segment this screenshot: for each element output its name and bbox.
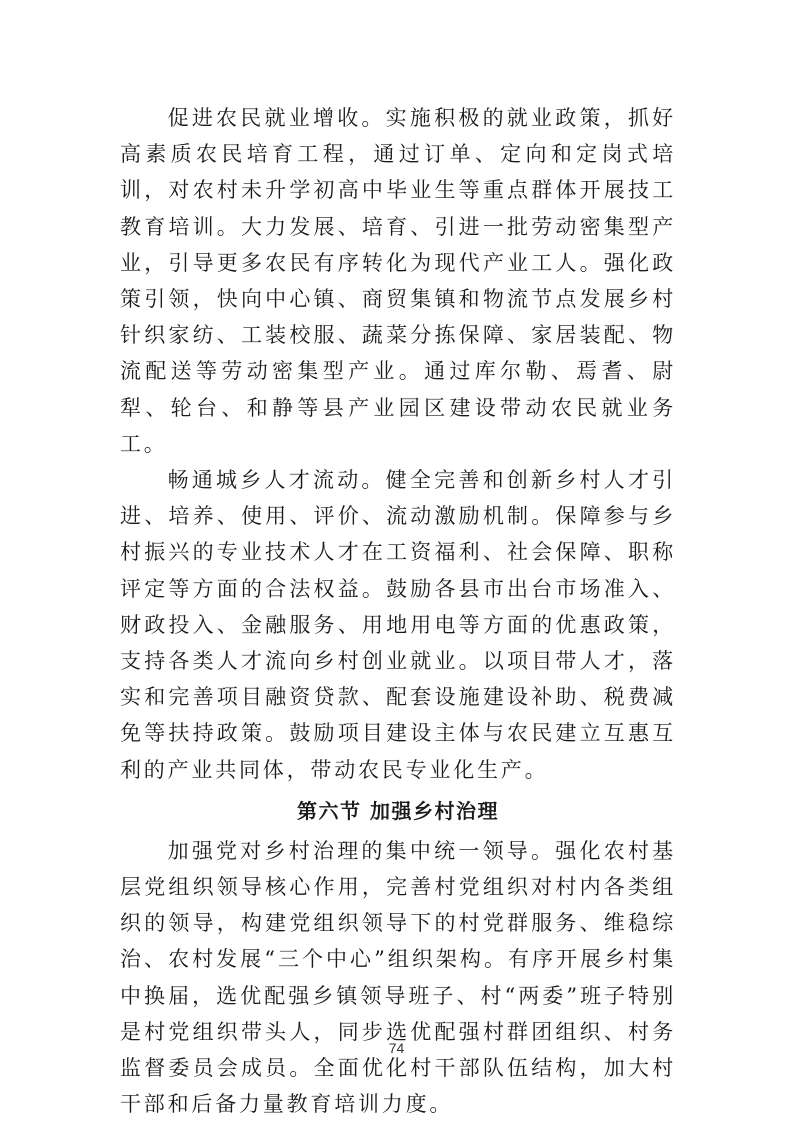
paragraph-employment: 促进农民就业增收。实施积极的就业政策，抓好高素质农民培育工程，通过订单、定向和定岗式培训，对农村未升学初高中毕业生等重点群体开展技工教育培训。大力发展、培育、引进一批劳动密集型产业，引导更多农民有序转化为现代产业工人。强化政策引领，快向中心镇、商贸集镇和物流节点发展乡村针织家纺、工装校服、蔬菜分拣保障、家居装配、物流配送等劳动密集型产业。通过库尔勒、焉耆、尉犁、轮台、和静等县产业园区建设带动农民就业务工。 [120, 106, 676, 456]
paragraph-talent-flow: 畅通城乡人才流动。健全完善和创新乡村人才引进、培养、使用、评价、流动激励机制。保障参与乡村振兴的专业技术人才在工资福利、社会保障、职称评定等方面的合法权益。鼓励各县市出台市场准入、财政投入、金融服务、用地用电等方面的优惠政策，支持各类人才流向乡村创业就业。以项目带人才，落实和完善项目融资贷款、配套设施建设补助、税费减免等扶持政策。鼓励项目建设主体与农民建立互惠互利的产业共同体，带动农民专业化生产。 [120, 468, 676, 782]
paragraph-party-leadership: 加强党对乡村治理的集中统一领导。强化农村基层党组织领导核心作用，完善村党组织对村内各类组织的领导，构建党组织领导下的村党群服务、维稳综治、农村发展“三个中心”组织架构。有序开展乡村集中换届，选优配强乡镇领导班子、村“两委”班子特别是村党组织带头人，同步选优配强村群团组织、村务监督委员会成员。全面优化村干部队伍结构，加大村干部和后备力量教育培训力度。 [120, 838, 676, 1117]
section-title: 第六节 加强乡村治理 [297, 798, 499, 823]
page-content [120, 100, 676, 1122]
page-number: 74 [388, 1040, 405, 1056]
